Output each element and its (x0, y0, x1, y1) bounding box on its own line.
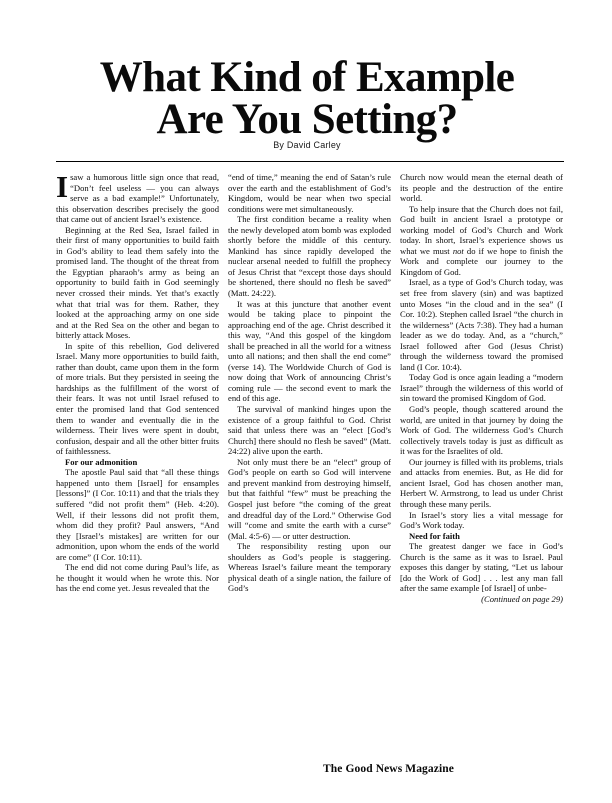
body-paragraph: The survival of mankind hinges upon the existence of a group faithful to God. Christ said that unless there was an “elect [God’s Church] there should no flesh be saved” (Matt. 24:22) alive upon the earth. (228, 404, 391, 457)
body-paragraph: To help insure that the Church does not fail, God built in ancient Israel a prototype or working model of God’s Church and Work today. In short, Israel’s experience shows us what we must not do if we hope to finish the Work and complete our journey to the Kingdom of God. (400, 203, 563, 277)
body-paragraph: The greatest danger we face in God’s Church is the same as it was to Israel. Paul exposes this danger by stating, “Let us labour [do the Work of God] . . . lest any man fall after the same example [of Israel] of unbe- (400, 541, 563, 594)
column-2 (228, 172, 391, 772)
body-paragraph: In spite of this rebellion, God delivered Israel. Many more opportunities to build faith, rather than doubt, came upon them in the form of more trials. But they persisted in seeing the hardships as the fulfillment of the worst of their fears. It was not until Israel refused to enter the promised land that God sentenced them to wander and eventually die in the wilderness. Their lives were spent in doubt, confusion, despair and all the other bitter fruits of faithlessness. (56, 340, 219, 457)
body-paragraph: Church now would mean the eternal death of its people and the destruction of the entire world. (400, 172, 563, 204)
lead-paragraph: Isaw a humorous little sign once that read, “Don’t feel useless — you can always serve as a bad example!” Unfortunately, this observation describes precisely the good that came out of ancient Israel’s existence. (56, 169, 219, 225)
body-paragraph: It was at this juncture that another event would be taking place to pinpoint the approaching end of the age. Christ described it this way, “And this gospel of the kingdom shall be preached in all the world for a witness unto all nations; and then shall the end come” (verse 14). The Worldwide Church of God is now doing that Work of announcing Christ’s coming rule — the second event to mark the end of this age. (228, 298, 391, 404)
body-paragraph: In Israel’s story lies a vital message for God’s Work today. (400, 509, 563, 531)
body-paragraph: The responsibility resting upon our shoulders as God’s people is staggering. Whereas Israel’s failure meant the temporary physical death of a single nation, the failure of God’s (228, 541, 391, 594)
body-paragraph: “end of time,” meaning the end of Satan’s rule over the earth and the establishment of God’s Kingdom, would be near when two special conditions were met simultaneously. (228, 172, 391, 214)
header-divider (56, 161, 564, 162)
body-paragraph: Not only must there be an “elect” group of God’s people on earth so God will intervene and prevent mankind from destroying himself, but that faithful “few” must be preaching the Gospel just before “the coming of the great and dreadful day of the Lord.” Otherwise God will “come and smite the earth with a curse” (Mal. 4:5-6) — or utter destruction. (228, 456, 391, 541)
byline: By David Carley (273, 140, 341, 150)
section-subheading: For our admonition (65, 456, 138, 467)
column-3 (400, 172, 563, 772)
body-paragraph: The apostle Paul said that “all these things happened unto them [Israel] for ensamples [lessons]” (I Cor. 10:11) and that the trials they suffered “did not profit them” (Heb. 4:20). Well, if their lessons did not profit them, whom did they profit? Paul answers, “And they [Israel’s mistakes] are written for our admonition, upon whom the ends of the world are come” (I Cor. 10:11). (56, 467, 219, 562)
body-paragraph: God’s people, though scattered around the world, are united in that journey by doing the Work of God. The wilderness God’s Church collectively travels today is just as difficult as it was for the Israelites of old. (400, 404, 563, 457)
headline-line-1: What Kind of Example (99, 53, 515, 101)
column-1 (56, 169, 219, 772)
body-paragraph: The first condition became a reality when the newly developed atom bomb was exploded shortly before the middle of this century. Mankind has since rapidly developed the nuclear arsenal needed to fulfill the prophecy of Jesus Christ that “except those days should be shortened, there should no flesh be saved” (Matt. 24:22). (228, 214, 391, 299)
page-footer (0, 763, 612, 775)
magazine-name: The Good News Magazine (323, 763, 454, 775)
section-subheading: Need for faith (409, 530, 460, 541)
drop-cap: I (56, 169, 69, 204)
body-paragraph: Our journey is filled with its problems, trials and attacks from enemies. But, as He did for ancient Israel, God has chosen another man, Herbert W. Armstrong, to lead us under Christ through these many perils. (400, 456, 563, 509)
body-paragraph: Beginning at the Red Sea, Israel failed in their first of many opportunities to build faith in God’s ability to lead them safely into the promised land. The thought of the threat from the Egyptian pharaoh’s army as being an opportunity to build faith in God seemingly never crossed their minds. Yet that’s exactly what that trial was for them. Rather, they looked at the approaching army on one side and at the Red Sea on the other and began to bitterly attack Moses. (56, 224, 219, 341)
body-paragraph: Today God is once again leading a “modern Israel” through the wilderness of this world of sin toward the promised Kingdom of God. (400, 372, 563, 404)
article-columns (56, 169, 565, 772)
body-paragraph: The end did not come during Paul’s life, as he thought it would when he wrote this. Nor has the end come yet. Jesus revealed that the (56, 562, 219, 594)
page-title (52, 53, 562, 143)
continued-notice: (Continued on page 29) (481, 593, 563, 604)
body-paragraph: Israel, as a type of God’s Church today, was set free from slavery (sin) and was baptized unto Moses “in the cloud and in the sea” (I Cor. 10:2). Stephen called Israel “the church in the wilderness” (Acts 7:38). They had a human leader as we do today. And, as a “church,” Israel followed after God (Jesus Christ) through the wilderness toward the promised land (I Cor. 10:4). (400, 277, 563, 372)
headline-line-2: Are You Setting? (156, 95, 458, 143)
